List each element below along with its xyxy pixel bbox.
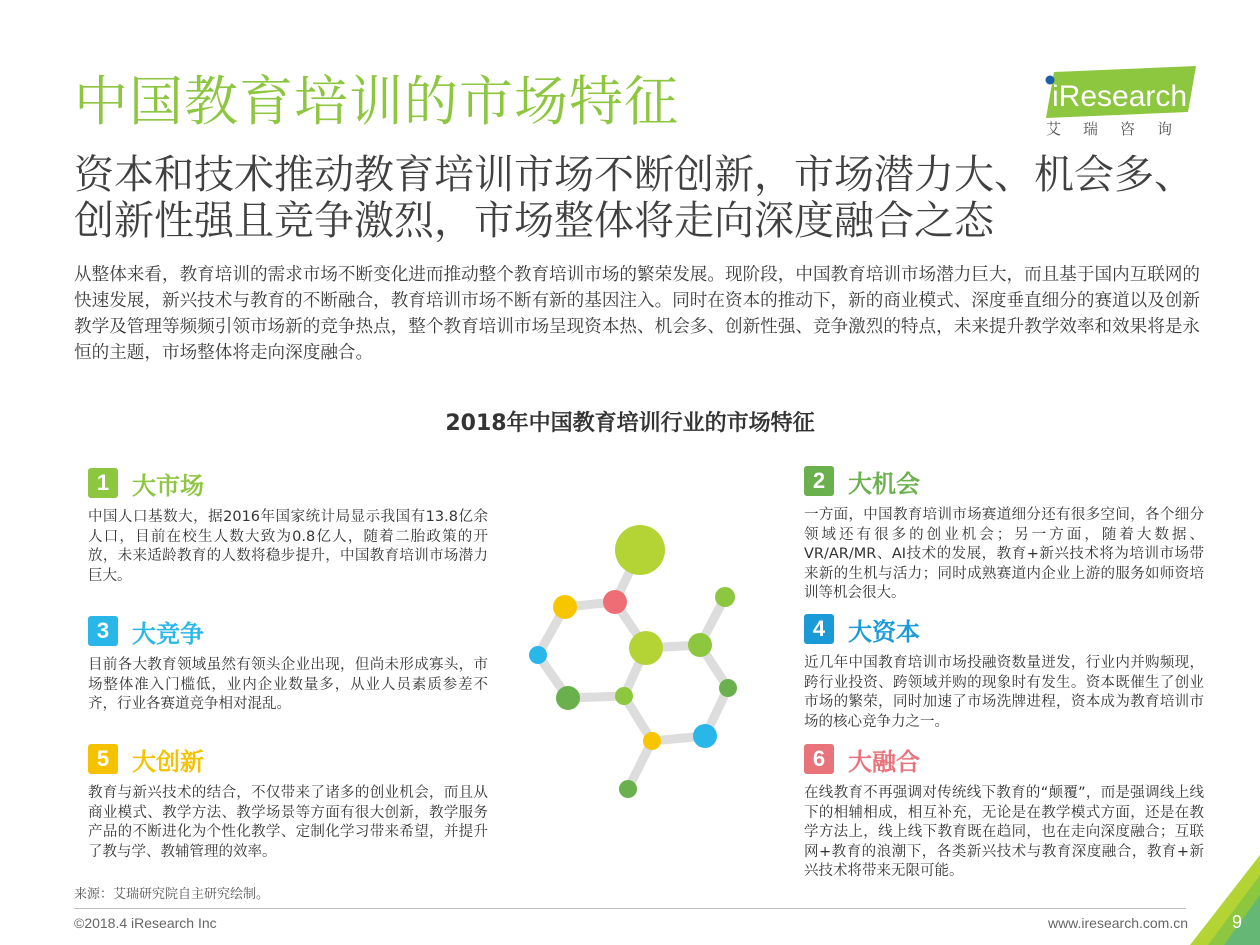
molecule-atom xyxy=(715,587,735,607)
molecule-atom xyxy=(603,590,627,614)
molecule-atom xyxy=(629,631,663,665)
feature-number-badge: 1 xyxy=(88,468,118,498)
feature-big-market xyxy=(88,466,488,586)
molecule-illustration xyxy=(520,510,750,810)
feature-description: 目前各大教育领域虽然有领头企业出现，但尚未形成寡头，市场整体准入门槛低，业内企业数量多，从业人员素质参差不齐，行业各赛道竞争相对混乱。 xyxy=(88,657,488,712)
feature-name: 大机会 xyxy=(848,469,920,498)
feature-name: 大竞争 xyxy=(132,619,204,648)
feature-number-badge: 6 xyxy=(804,744,834,774)
feature-number-badge: 5 xyxy=(88,744,118,774)
footer-divider xyxy=(74,908,1186,909)
feature-description: 在线教育不再强调对传统线下教育的“颠覆”，而是强调线上线下的相辅相成，相互补充，无论是在教学模式方面，还是在教学方法上，线上线下教育既在趋同，也在走向深度融合；互联网+教育的浪潮下，各类新兴技术与教育深度融合，教育+新兴技术将带来无限可能。 xyxy=(804,785,1204,879)
molecule-atom xyxy=(615,687,633,705)
feature-description: 近几年中国教育培训市场投融资数量迸发，行业内并购频现，跨行业投资、跨领域并购的现象时有发生。资本既催生了创业市场的繁荣，同时加速了市场洗牌进程，资本成为教育培训市场的核心竞争力之一。 xyxy=(804,655,1204,730)
molecule-atom xyxy=(719,679,737,697)
feature-name: 大资本 xyxy=(848,617,920,646)
feature-big-capital xyxy=(804,612,1204,732)
feature-name: 大创新 xyxy=(132,747,204,776)
feature-big-innovation xyxy=(88,742,488,862)
molecule-atom xyxy=(693,724,717,748)
molecule-atom xyxy=(643,732,661,750)
page-title: 中国教育培训的市场特征 xyxy=(74,70,679,133)
feature-number-badge: 2 xyxy=(804,466,834,496)
feature-description: 中国人口基数大，据2016年国家统计局显示我国有13.8亿余人口，目前在校生人数大致为0.8亿人，随着二胎政策的开放，未来适龄教育的人数将稳步提升，中国教育培训市场潜力巨大。 xyxy=(88,509,488,584)
intro-paragraph: 从整体来看，教育培训的需求市场不断变化进而推动整个教育培训市场的繁荣发展。现阶段，中国教育培训市场潜力巨大，而且基于国内互联网的快速发展，新兴技术与教育的不断融合，教育培训市场不断有新的基因注入。同时在资本的推动下，新的商业模式、深度垂直细分的赛道以及创新教学及管理等频频引领市场新的竞争热点，整个教育培训市场呈现资本热、机会多、创新性强、竞争激烈的特点，未来提升教学效率和效果将是永恒的主题，市场整体将走向深度融合。 xyxy=(74,265,1201,363)
molecule-atom xyxy=(529,646,547,664)
molecule-atom xyxy=(615,525,665,575)
page-subtitle: 资本和技术推动教育培训市场不断创新，市场潜力大、机会多、创新性强且竞争激烈，市场整体将走向深度融合之态 xyxy=(74,152,1194,244)
logo-tagline: 艾瑞咨询 xyxy=(1046,120,1195,138)
copyright: ©2018.4 iResearch Inc xyxy=(74,915,217,931)
feature-name: 大融合 xyxy=(848,747,920,776)
molecule-atom xyxy=(688,633,712,657)
molecule-atom xyxy=(556,686,580,710)
website-url[interactable]: www.iresearch.com.cn xyxy=(1047,915,1188,931)
feature-description: 教育与新兴技术的结合，不仅带来了诸多的创业机会，而且从商业模式、教学方法、教学场景等方面有很大创新，教学服务产品的不断进化为个性化教学、定制化学习带来希望，并提升了教与学、教辅管理的效率。 xyxy=(88,785,488,860)
svg-text:iResearch: iResearch xyxy=(1052,80,1188,113)
diagram-title: 2018年中国教育培训行业的市场特征 xyxy=(445,411,815,436)
feature-big-integration xyxy=(804,742,1204,882)
feature-big-competition xyxy=(88,614,488,715)
molecule-atom xyxy=(553,595,577,619)
source-note: 来源：艾瑞研究院自主研究绘制。 xyxy=(74,887,270,902)
feature-big-opportunity xyxy=(804,464,1204,604)
molecule-atom xyxy=(619,780,637,798)
feature-number-badge: 3 xyxy=(88,616,118,646)
feature-number-badge: 4 xyxy=(804,614,834,644)
feature-name: 大市场 xyxy=(132,471,204,500)
feature-description: 一方面，中国教育培训市场赛道细分还有很多空间，各个细分领域还有很多的创业机会；另一方面，随着大数据、VR/AR/MR、AI技术的发展，教育+新兴技术将为培训市场带来新的生机与活力；同时成熟赛道内企业上游的服务如师资培训等机会很大。 xyxy=(804,507,1204,601)
corner-decoration xyxy=(1180,855,1260,945)
page-number: 9 xyxy=(1231,912,1242,932)
